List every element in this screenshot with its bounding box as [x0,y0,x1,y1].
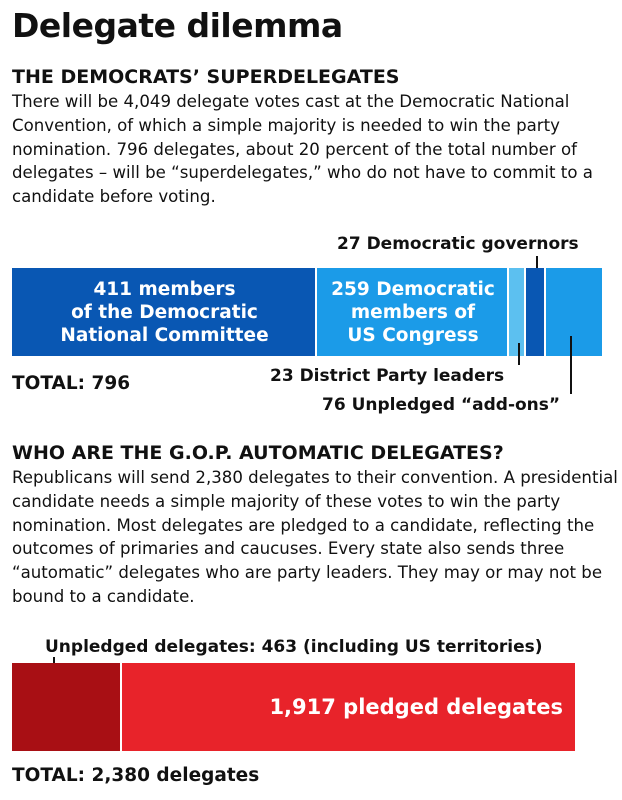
callout-unpledged: Unpledged delegates: 463 (including US territories) [45,637,543,657]
callout-addons: 76 Unpledged “add-ons” [322,395,561,415]
bar-label-pledged-delegates: 1,917 pledged delegates [269,695,563,719]
bar-label-411-members-of-the-democratic-national-committee: 411 members of the Democratic National Committee [60,278,269,346]
page-title: Delegate dilemma [12,6,343,45]
bar-segment-unpledged-delegates [12,663,122,751]
bar-label-259-democratic-members-of-us-congress: 259 Democratic members of US Congress [331,278,495,346]
republicans-description: Republicans will send 2,380 delegates to their convention. A presidential candidate needs a simple majority of these votes to win the party nomination. Most delegates are pledged to a candidate, reflecting the outcomes of primaries and caucuses. Every state also sends three “automatic” delegates who are party leaders. They may or may not be bound to a candidate. [12,468,618,606]
callout-governors: 27 Democratic governors [337,234,579,254]
callout-district: 23 District Party leaders [270,366,505,386]
bar-segment-27-democratic-governors [526,268,546,356]
callout-district-tick [518,343,520,365]
republicans-stacked-bar [12,663,575,751]
democrats-description: There will be 4,049 delegate votes cast at the Democratic National Convention, of which a simple majority is needed to win the party nomination. 796 delegates, about 20 percent of the total number of delegates – will be “superdelegates,” who do not have to commit to a candidate before voting. [12,92,593,207]
democrats-stacked-bar [12,268,602,356]
bar-segment-76-unpledged-add-ons [546,268,602,356]
callout-addons-tick [570,336,572,394]
democrats-heading: THE DEMOCRATS’ SUPERDELEGATES [12,66,400,88]
democrats-total: TOTAL: 796 [12,373,131,394]
republicans-total: TOTAL: 2,380 delegates [12,765,260,786]
republicans-heading: WHO ARE THE G.O.P. AUTOMATIC DELEGATES? [12,442,504,464]
